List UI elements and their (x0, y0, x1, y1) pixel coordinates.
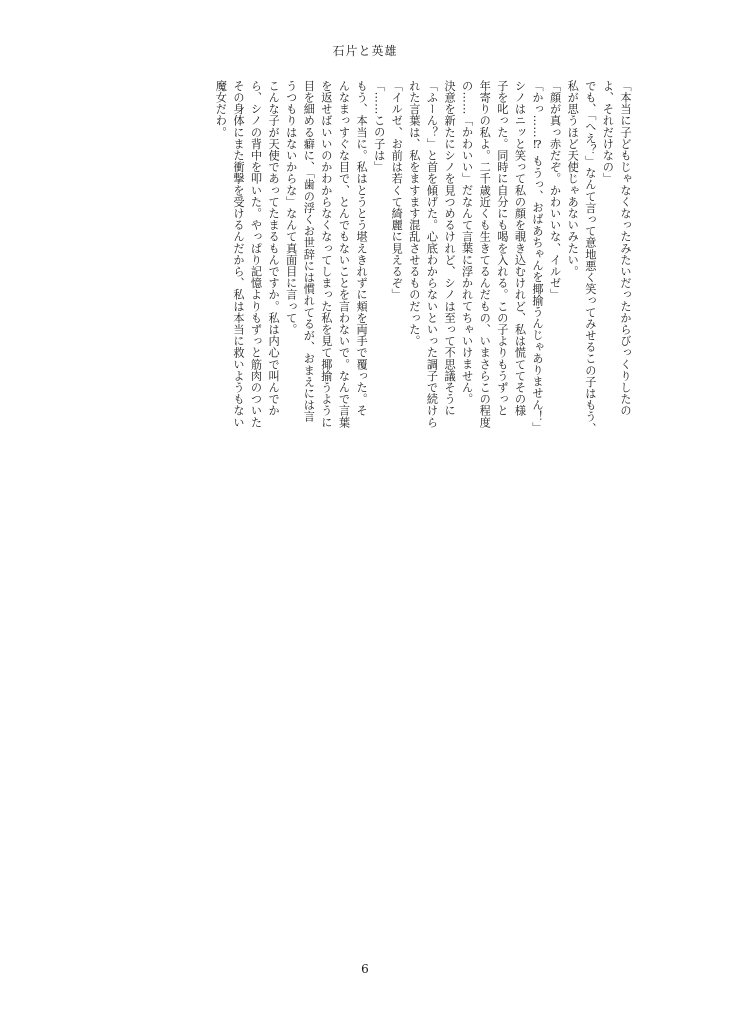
text-line: の……「かわいい」だなんて言葉に浮かれてちゃいけません。 (460, 80, 474, 405)
text-line: を返せばいいのかわからなくなってしまった私を見て揶揄うように (319, 80, 333, 428)
text-line: もう、本当に。私はとうとう堪えきれずに頬を両手で覆った。そ (355, 80, 369, 417)
text-line: れた言葉は、私をますます混乱させるものだった。 (407, 80, 421, 347)
text-line: んなまっすぐな目で、とんでもないことを言わないで。なんで言葉 (337, 80, 351, 428)
page-number: 6 (361, 962, 369, 976)
text-line: 「本当に子どもじゃなくなったみたいだったからびっくりしたの (619, 80, 632, 417)
text-line: その身体にまた衝撃を受けるんだから、私は本当に救いようもない (231, 80, 245, 428)
text-line: 「……この子は」 (372, 80, 386, 173)
text-line: うつもりはないからな」なんて真面目に言って。 (284, 80, 298, 336)
text-line: 魔女だわ。 (214, 80, 228, 138)
text-line: 決意を新たにシノを見つめるけれど、シノは至って不思議そうに (443, 80, 457, 417)
text-line: 「ふーん？」と首を傾げた。心底わからないといった調子で続けら (425, 80, 439, 428)
text-line: 子を叱った。同時に自分にも喝を入れる。この子よりもうずっと (495, 80, 509, 417)
text-line: 「顔が真っ赤だぞ。かわいいな、イルゼ」 (548, 80, 562, 301)
running-title: 石片と英雄 (332, 44, 398, 58)
text-line: 目を細める癖に、「歯の浮くお世辞には慣れてるが、おまえには言 (302, 80, 316, 423)
text-line: よ、それだけなの」 (601, 80, 615, 185)
body-text (212, 80, 634, 520)
text-line: でも、「へえ？」なんて言って意地悪く笑ってみせるこの子はもう、 (583, 80, 597, 434)
text-line: シノはニッと笑って私の顔を覗き込むけれど、私は慌ててその様 (513, 80, 527, 417)
text-line: ら、シノの背中を叩いた。やっぱり記憶よりもずっと筋肉のついた (249, 80, 263, 428)
text-line: 私が思うほど天使じゃあないみたい。 (566, 80, 580, 278)
text-line: 「イルゼ、お前は若くて綺麗に見えるぞ」 (390, 80, 404, 301)
text-line: こんな子が天使であってたまるもんですか。私は内心で叫んでか (267, 80, 281, 417)
text-line: 年寄りの私よ。二千歳近くも生きてるんだもの、いまさらこの程度 (478, 80, 492, 428)
text-line: 「かっ……⁉ もうっ、おばあちゃんを揶揄うんじゃありません！」 (531, 80, 545, 434)
